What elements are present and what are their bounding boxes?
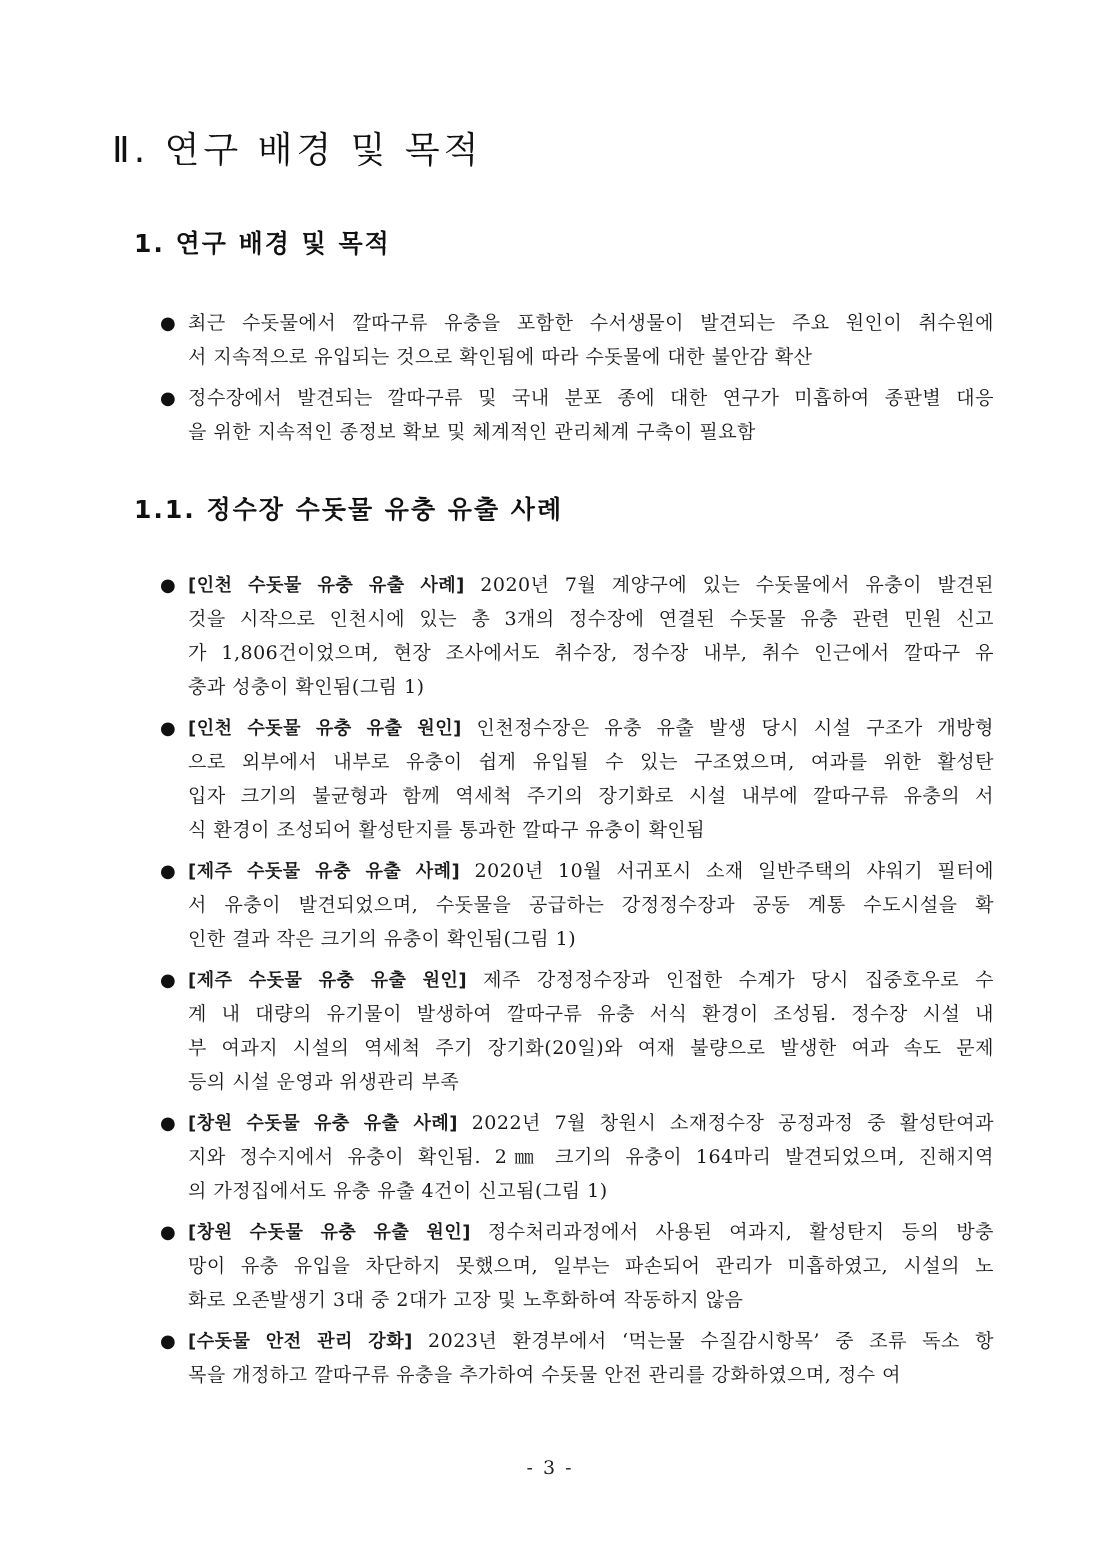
item-label: [제주 수돗물 유충 유출 사례] [188,861,461,882]
item-text-line: 화로 오존발생기 3대 중 2대가 고장 및 노후화하여 작동하지 않음 [188,1289,744,1311]
item-text-line: 망이 유충 유입을 차단하지 못했으며, 일부는 파손되어 관리가 미흡하였고, 시설의 노 [188,1255,994,1277]
item-text-line [188,1215,994,1249]
item-text-line: 으로 외부에서 내부로 유충이 쉽게 유입될 수 있는 구조였으며, 여과를 위한 활성탄 [188,751,994,773]
bullet-icon: ● [160,861,176,882]
bullet-icon: ● [160,970,176,991]
item-text-line: 정수장에서 발견되는 깔따구류 및 국내 분포 종에 대한 연구가 미흡하여 종판별 대응 [188,387,994,409]
item-label: [인천 수돗물 유충 유출 사례] [188,575,465,596]
item-first-line-text: 제주 강정정수장과 인접한 수계가 당시 집중호우로 수 [467,969,994,991]
item-text-line: 식 환경이 조성되어 활성탄지를 통과한 깔따구 유충이 확인됨 [188,819,706,841]
item-label: [인천 수돗물 유충 유출 원인] [188,718,462,739]
item-text-line: 등의 시설 운영과 위생관리 부족 [188,1071,460,1093]
item-text-line: 계 내 대량의 유기물이 발생하여 깔따구류 유충 서식 환경이 조성됨. 정수장 시설 내 [188,1003,994,1025]
item-text-line: 서 유충이 발견되었으며, 수돗물을 공급하는 강정정수장과 공동 계통 수도시설을 확 [188,894,994,916]
bullet-icon: ● [160,718,176,739]
bullet-icon: ● [160,388,176,409]
item-text-line: 충과 성충이 확인됨(그림 1) [188,676,425,698]
bullet-icon: ● [160,313,176,334]
item-text-line: 부 여과지 시설의 역세척 주기 장기화(20일)와 여재 불량으로 발생한 여과 속도 문제 [188,1037,994,1059]
item-text-line: 서 지속적으로 유입되는 것으로 확인됨에 따라 수돗물에 대한 불안감 확산 [188,346,813,368]
item-first-line-text: 정수처리과정에서 사용된 여과지, 활성탄지 등의 방충 [470,1221,994,1243]
item-label: [수돗물 안전 관리 강화] [188,1331,413,1352]
item-text-line: 지와 정수지에서 유충이 확인됨. 2㎜ 크기의 유충이 164마리 발견되었으며, 진해지역 [188,1146,994,1168]
item-first-line-text: 2022년 7월 창원시 소재정수장 공정과정 중 활성탄여과 [457,1112,994,1134]
item-text-line: 을 위한 지속적인 종정보 확보 및 체계적인 관리체계 구축이 필요함 [188,421,756,443]
item-text-line: 목을 개정하고 깔따구류 유충을 추가하여 수돗물 안전 관리를 강화하였으며, 정수 여 [188,1364,901,1386]
item-text-line: 가 1,806건이었으며, 현장 조사에서도 취수장, 정수장 내부, 취수 인근에서 깔따구 유 [188,642,994,664]
item-text-line [188,711,994,745]
item-label: [제주 수돗물 유충 유출 원인] [188,970,468,991]
item-text-line [188,1106,994,1140]
item-text-line [188,568,994,602]
item-first-line-text: 2020년 7월 계양구에 있는 수돗물에서 유충이 발견된 [464,574,994,596]
item-text-line [188,963,994,997]
item-label: [창원 수돗물 유충 유출 사례] [188,1113,458,1134]
bullet-icon: ● [160,1331,176,1352]
item-text-line: 인한 결과 작은 크기의 유충이 확인됨(그림 1) [188,928,577,950]
item-first-line-text: 2023년 환경부에서 ‘먹는물 수질감시항목’ 중 조류 독소 항 [412,1330,994,1352]
bullet-icon: ● [160,575,176,596]
item-text-line: 의 가정집에서도 유충 유출 4건이 신고됨(그림 1) [188,1180,608,1202]
bullet-icon: ● [160,1113,176,1134]
item-text-line: 입자 크기의 불균형과 함께 역세척 주기의 장기화로 시설 내부에 깔따구류 유충의 서 [188,785,994,807]
item-text-line [188,1324,994,1358]
section-title: 1. 연구 배경 및 목적 [134,229,391,258]
subsection-title: 1.1. 정수장 수돗물 유충 유출 사례 [134,495,564,524]
item-text-line: 최근 수돗물에서 깔따구류 유충을 포함한 수서생물이 발견되는 주요 원인이 취수원에 [188,312,994,334]
item-first-line-text: 2020년 10월 서귀포시 소재 일반주택의 샤워기 필터에 [460,860,994,882]
item-label: [창원 수돗물 유충 유출 원인] [188,1222,471,1243]
chapter-title: Ⅱ. 연구 배경 및 목적 [112,130,483,171]
item-first-line-text: 인천정수장은 유충 유출 발생 당시 시설 구조가 개방형 [461,717,994,739]
page-number: - 3 - [526,1457,574,1479]
item-text-line: 것을 시작으로 인천시에 있는 총 3개의 정수장에 연결된 수돗물 유충 관련 민원 신고 [188,608,994,630]
bullet-icon: ● [160,1222,176,1243]
item-text-line [188,854,994,888]
